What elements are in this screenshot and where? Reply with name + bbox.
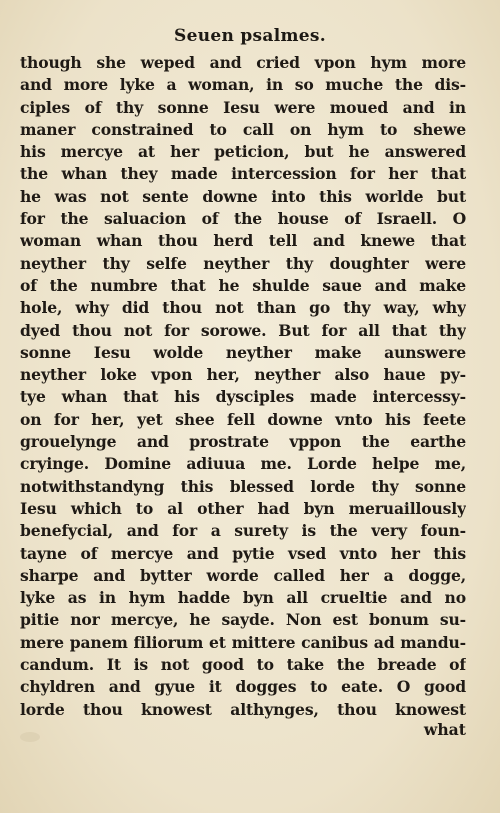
text-line: mere panem filiorum et mittere canibus ad mandu- <box>20 632 466 652</box>
text-line: neyther thy selfe neyther thy doughter were <box>20 253 466 273</box>
ink-smudge <box>20 732 40 742</box>
text-line: he was not sente downe into this worlde but <box>20 186 466 206</box>
text-line: lyke as in hym hadde byn all crueltie and no <box>20 588 466 608</box>
text-line: on for her, yet shee fell downe vnto his feete <box>20 409 466 429</box>
text-line: sonne Iesu wolde neyther make aunswere <box>20 342 466 362</box>
text-line: cryinge. Domine adiuua me. Lorde helpe me, <box>20 454 466 474</box>
text-line: benefycial, and for a surety is the very foun- <box>20 521 466 541</box>
text-line: for the saluacion of the house of Israell. O <box>20 209 466 229</box>
catchword: what <box>423 720 466 739</box>
text-block <box>20 52 466 721</box>
text-line: hole, why did thou not than go thy way, why <box>20 298 466 318</box>
text-line: notwithstandyng this blessed lorde thy sonne <box>20 476 466 496</box>
text-line: though she weped and cried vpon hym more <box>20 53 466 72</box>
text-line: grouelynge and prostrate vppon the earthe <box>20 432 466 452</box>
text-line: neyther loke vpon her, neyther also haue py- <box>20 365 466 385</box>
text-line: tye whan that his dysciples made intercessy- <box>20 387 466 407</box>
text-line: chyldren and gyue it dogges to eate. O good <box>20 677 466 697</box>
text-line: candum. It is not good to take the breade of <box>20 655 466 675</box>
text-line: lorde thou knowest althynges, thou knowest <box>20 699 466 719</box>
text-line: dyed thou not for sorowe. But for all that thy <box>20 320 466 340</box>
text-line: his mercye at her peticion, but he answered <box>20 142 466 162</box>
text-line: woman whan thou herd tell and knewe that <box>20 231 466 251</box>
running-head: Seuen psalmes. <box>174 26 326 46</box>
text-line: Iesu which to al other had byn meruaillously <box>20 498 466 518</box>
text-line: and more lyke a woman, in so muche the dis- <box>20 75 466 95</box>
text-line: sharpe and bytter worde called her a dogge, <box>20 565 466 585</box>
text-line: ciples of thy sonne Iesu were moued and in <box>20 97 466 117</box>
text-line: pitie nor mercye, he sayde. Non est bonum su- <box>20 610 466 630</box>
text-line: maner constrained to call on hym to shewe <box>20 119 466 139</box>
text-line: tayne of mercye and pytie vsed vnto her this <box>20 543 466 563</box>
text-line: of the numbre that he shulde saue and make <box>20 275 466 295</box>
text-line: the whan they made intercession for her that <box>20 164 466 184</box>
